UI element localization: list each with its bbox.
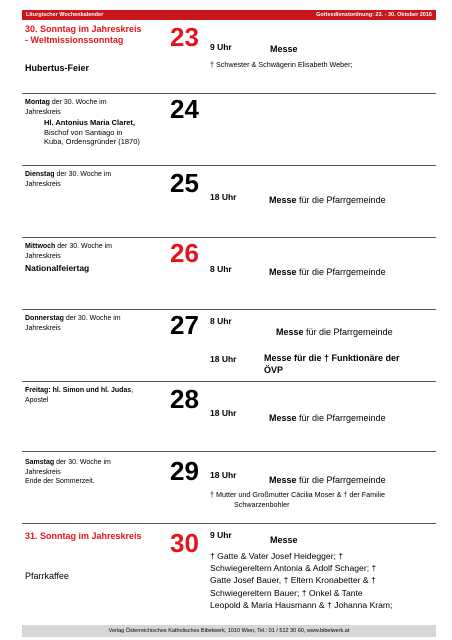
service-name-rest: für die Pfarrgemeinde: [296, 267, 386, 277]
service-name-bold: Messe: [270, 535, 298, 545]
day-28: [22, 382, 436, 452]
weekday-rest: der 30. Woche im: [49, 99, 107, 106]
service-name: [269, 266, 386, 278]
service-time-2: 18 Uhr: [210, 354, 237, 364]
service-name: [269, 194, 386, 206]
service-time: 18 Uhr: [210, 408, 237, 418]
service-name: [269, 412, 386, 424]
day-number: 24: [170, 94, 199, 124]
day-title: [25, 24, 142, 46]
service-name-rest: für die Pfarrgemeinde: [296, 195, 386, 205]
service-note-line: † Gatte & Vater Josef Heidegger; †: [210, 551, 344, 561]
header-bar: [22, 10, 436, 20]
day-27: [22, 310, 436, 382]
day-desc-line1: [25, 314, 121, 324]
service-name-rest: für die Pfarrgemeinde: [296, 413, 386, 423]
day-number: 27: [170, 310, 199, 340]
service-name-bold: Messe: [270, 44, 298, 54]
day-desc-line1: [25, 242, 112, 252]
day-title-line2: - Weltmissionssonntag: [25, 35, 124, 45]
weekday-rest: der 30. Woche im: [54, 171, 112, 178]
day-event: Pfarrkaffee: [25, 571, 69, 581]
day-desc-line2: Jahreskreis: [25, 252, 61, 260]
day-desc-line2: Jahreskreis: [25, 468, 61, 476]
service-name-bold: Messe: [269, 195, 297, 205]
day-24: [22, 94, 436, 166]
day-desc: [25, 314, 121, 333]
service-note: [210, 490, 385, 510]
day-desc-line1: [25, 98, 107, 108]
service-name-rest: für die Pfarrgemeinde: [296, 475, 386, 485]
weekday: Donnerstag: [25, 315, 64, 322]
service-name-bold: Messe: [276, 327, 304, 337]
weekday: Montag: [25, 99, 50, 106]
service-name-bold: Messe: [269, 475, 297, 485]
day-desc-line2: Apostel: [25, 396, 49, 404]
service-name-2: [264, 352, 400, 376]
weekday-rest: der 30. Woche im: [54, 459, 111, 466]
day-number: 26: [170, 238, 199, 268]
day-number: 28: [170, 384, 199, 414]
day-30: [22, 524, 436, 624]
service-name-2-line2: ÖVP: [264, 365, 284, 375]
day-number: 30: [170, 528, 199, 558]
service-name-bold: Messe: [269, 413, 297, 423]
day-title: 31. Sonntag im Jahreskreis: [25, 531, 142, 541]
day-25: [22, 166, 436, 238]
service-note-line: Leopold & Maria Hausmann & † Johanna Kram;: [210, 599, 393, 610]
day-23: [22, 20, 436, 94]
service-name-bold: Messe: [269, 267, 297, 277]
day-number: 23: [170, 22, 199, 52]
service-name: [270, 534, 298, 546]
service-name: [269, 474, 386, 486]
header-right: Gottesdienstordnung: 23. - 30. Oktober 2016: [316, 12, 432, 18]
day-desc: [25, 170, 111, 189]
service-name-2-line1: Messe für die † Funktionäre der: [264, 353, 400, 363]
saint-line3: Kuba, Ordensgründer (1870): [44, 137, 140, 146]
weekday: Mittwoch: [25, 243, 56, 250]
service-note-line: Schwiegereltern Bauer; † Onkel & Tante: [210, 587, 363, 598]
day-event: Hubertus-Feier: [25, 63, 90, 73]
service-note-line2: Schwarzenbohler: [234, 500, 290, 509]
day-desc-line1: [25, 458, 111, 468]
service-note: [210, 550, 392, 611]
weekday-rest: der 30. Woche im: [63, 315, 121, 322]
day-desc: [25, 242, 112, 261]
day-number: 29: [170, 456, 199, 486]
service-note-line: Schwiegereltern Antonia & Adolf Schager; †: [210, 563, 377, 574]
day-desc-line2: Jahreskreis: [25, 324, 61, 332]
day-desc: [25, 458, 111, 487]
day-29: [22, 452, 436, 524]
service-time: 18 Uhr: [210, 470, 237, 480]
header-left: Liturgischer Wochenkalender: [26, 12, 104, 18]
day-number: 25: [170, 168, 199, 198]
weekday-rest: der 30. Woche im: [55, 243, 113, 250]
service-name-rest: für die Pfarrgemeinde: [303, 327, 393, 337]
saint: [44, 118, 140, 147]
day-desc: [25, 386, 133, 405]
service-note-line: Gatte Josef Bauer, † Eltern Kronabetter & †: [210, 575, 376, 586]
service-time: 9 Uhr: [210, 42, 232, 52]
service-name: [276, 326, 393, 338]
weekday: Dienstag: [25, 171, 55, 178]
day-desc-line1: [25, 386, 133, 396]
service-time: 8 Uhr: [210, 264, 232, 274]
service-name: [270, 43, 298, 55]
day-event: Nationalfeiertag: [25, 263, 90, 273]
day-desc-line3: Ende der Sommerzeit.: [25, 478, 95, 485]
day-desc: [25, 98, 107, 117]
footer: Verlag Österreichisches Katholisches Bibelwerk, 1010 Wien, Tel.: 01 / 512 30 60, www.bibelwerk.at: [22, 625, 436, 637]
saint-line1: Hl. Antonius Maria Claret,: [44, 118, 135, 127]
day-desc-line2: Jahreskreis: [25, 108, 61, 116]
day-title-line1: 30. Sonntag im Jahreskreis: [25, 24, 142, 34]
weekday-rest: ,: [131, 387, 134, 394]
day-26: [22, 238, 436, 310]
day-desc-line1: [25, 170, 111, 180]
day-desc-line2: Jahreskreis: [25, 180, 61, 188]
weekday: Samstag: [25, 459, 55, 466]
saint-line2: Bischof von Santiago in: [44, 127, 123, 137]
service-time: 8 Uhr: [210, 316, 232, 326]
service-time: 18 Uhr: [210, 192, 237, 202]
service-note-line1: † Mutter und Großmutter Cäcilia Moser & † der Familie: [210, 490, 385, 499]
weekday: Freitag: hl. Simon und hl. Judas: [25, 387, 132, 394]
service-time: 9 Uhr: [210, 530, 232, 540]
service-note: † Schwester & Schwägerin Elisabeth Weber;: [210, 60, 353, 69]
